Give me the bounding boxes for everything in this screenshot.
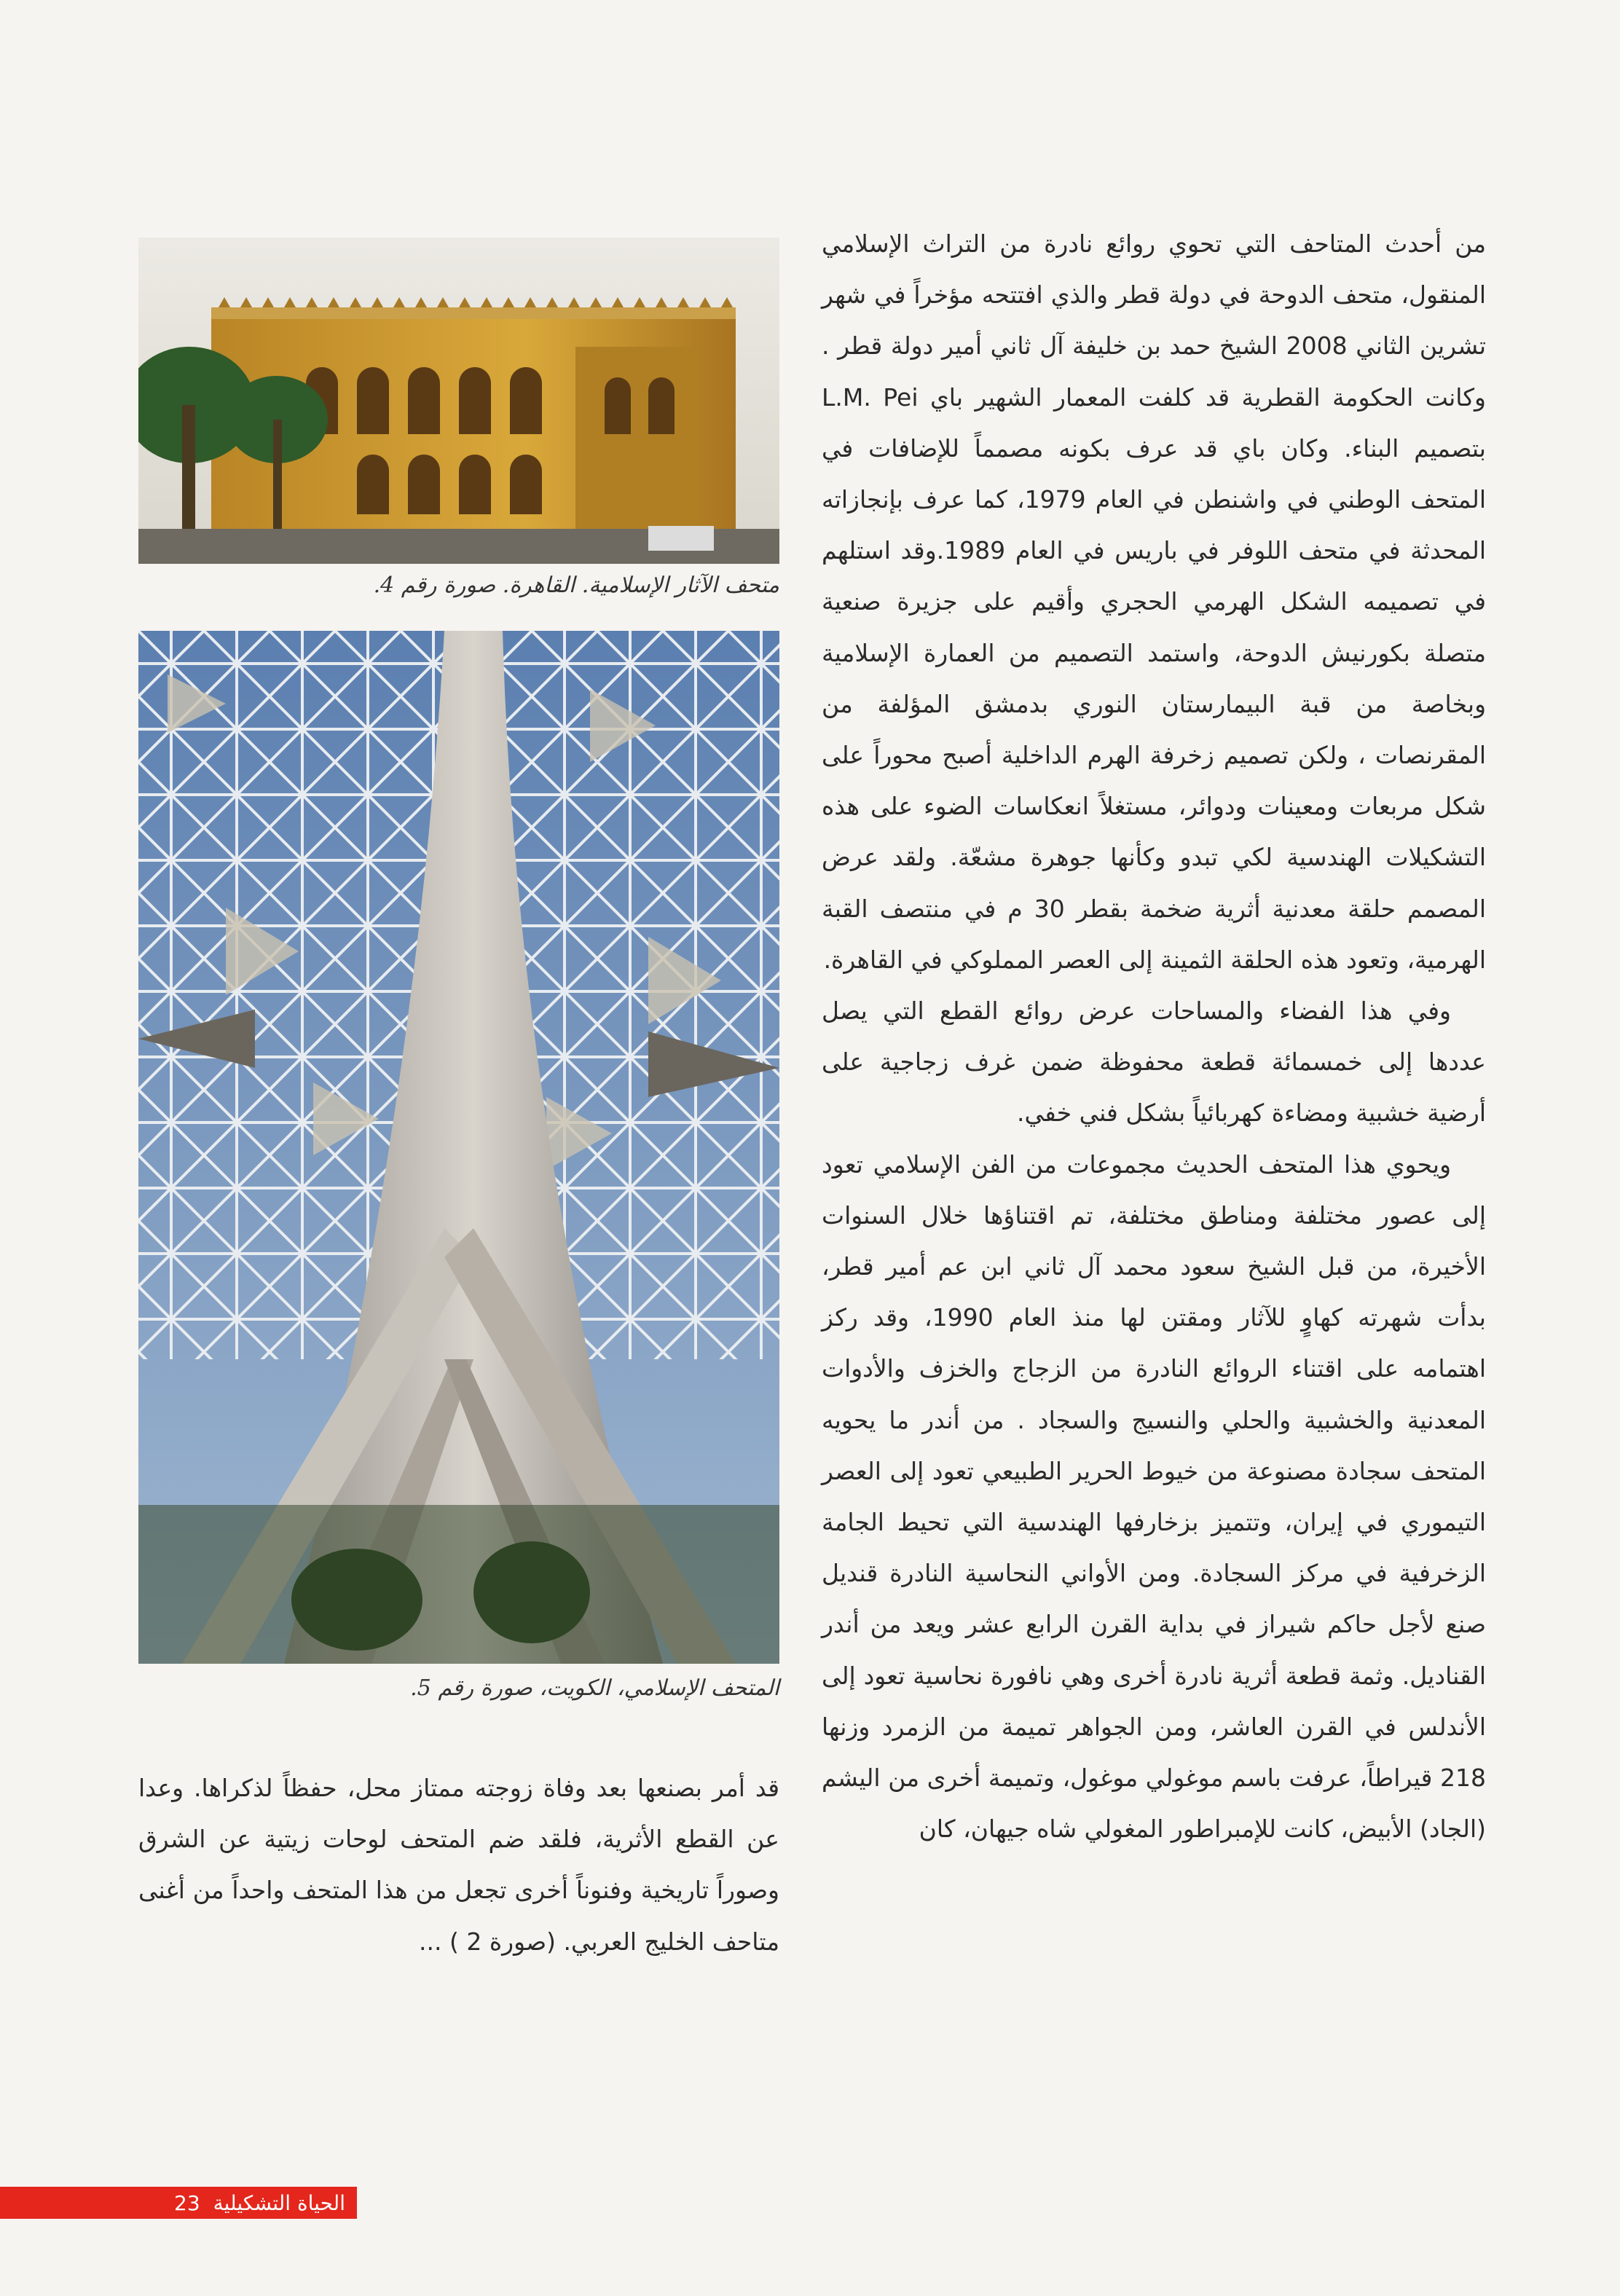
figure-caption-4: متحف الآثار الإسلامية. القاهرة. صورة رقم 4. — [373, 573, 779, 598]
page-number: 23 — [174, 2190, 200, 2215]
article-paragraph-3: ويحوي هذا المتحف الحديث مجموعات من الفن الإسلامي تعود إلى عصور مختلفة ومناطق مختلفة، تم اقتناؤها خلال السنوات الأخيرة، من قبل الشيخ سعود محمد آل ثاني ابن عم أمير قطر، بدأت شهرته كهاوٍ للآثار ومقتن لها منذ العام 1990، وقد ركز اهتمامه على اقتناء الروائع النادرة من الزجاج والخزف والأدوات المعدنية والخشبية والحلي والنسيج والسجاد . من أندر ما يحويه المتحف سجادة مصنوعة من خيوط الحرير الطبيعي تعود إلى العصر التيموري في إيران، وتتميز بزخارفها الهندسية التي تحيط الجامة الزخرفية في مركز السجادة. ومن الأواني النحاسية النادرة قنديل صنع لأجل حاكم شيراز في بداية القرن الرابع عشر ويعد من أندر القناديل. وثمة قطعة أثرية نادرة أخرى وهي نافورة نحاسية تعود إلى الأندلس في القرن العاشر، ومن الجواهر تميمة من الزمرد وزنها 218 قيراطاً، عرفت باسم موغولي موغول، وتميمة أخرى من اليشم (الجاد) الأبيض، كانت للإمبراطور المغولي شاه جيهان، كان — [822, 1149, 1486, 1844]
museum-cairo-illustration — [138, 237, 779, 564]
museum-cairo-photo — [138, 237, 779, 564]
article-paragraph-1: من أحدث المتاحف التي تحوي روائع نادرة من التراث الإسلامي المنقول، متحف الدوحة في دولة قطر والذي افتتحه مؤخراً في شهر تشرين الثاني 2008 الشيخ حمد بن خليفة آل ثاني أمير دولة قطر . وكانت الحكومة القطرية قد كلفت المعمار الشهير باي L.M. Pei بتصميم البناء. وكان باي قد عرف بكونه مصمماً للإضافات في المتحف الوطني في واشنطن في العام 1979، كما عرف بإنجازاته المحدثة في متحف اللوفر في باريس في العام 1989.وقد استلهم في تصميمه الشكل الهرمي الحجري وأقيم على جزيرة صنعية متصلة بكورنيش الدوحة، واستمد التصميم من العمارة الإسلامية وبخاصة من قبة البيمارستان النوري بدمشق المؤلفة من المقرنصات ، ولكن تصميم زخرفة الهرم الداخلية أصبح محوراً على شكل مربعات ومعينات ودوائر، مستغلاً انعكاسات الضوء على هذه التشكيلات الهندسية لكي تبدو وكأنها جوهرة مشعّة. ولقد عرض المصمم حلقة معدنية أثرية ضخمة بقطر 30 م في منتصف القبة الهرمية، وتعود هذه الحلقة الثمينة إلى العصر المملوكي في القاهرة. — [822, 229, 1486, 974]
museum-kuwait-photo — [138, 631, 779, 1664]
magazine-name: الحياة التشكيلية — [213, 2190, 345, 2215]
article-continuation-column — [138, 1763, 779, 1967]
page-footer — [0, 2187, 357, 2219]
museum-kuwait-illustration — [138, 631, 779, 1664]
article-main-column — [822, 219, 1486, 1855]
figure-caption-5: المتحف الإسلامي، الكويت، صورة رقم 5. — [410, 1675, 779, 1701]
article-paragraph-2: وفي هذا الفضاء والمساحات عرض روائع القطع التي يصل عددها إلى خمسمائة قطعة محفوظة ضمن غرف زجاجية على أرضية خشبية ومضاءة كهربائياً بشكل فني خفي. — [822, 996, 1486, 1128]
article-continuation-paragraph: قد أمر بصنعها بعد وفاة زوجته ممتاز محل، حفظاً لذكراها. وعدا عن القطع الأثرية، فلقد ضم المتحف لوحات زيتية عن الشرق وصوراً تاريخية وفنوناً أخرى تجعل من هذا المتحف واحداً من أغنى متاحف الخليج العربي. (صورة 2 ) ... — [138, 1774, 779, 1956]
